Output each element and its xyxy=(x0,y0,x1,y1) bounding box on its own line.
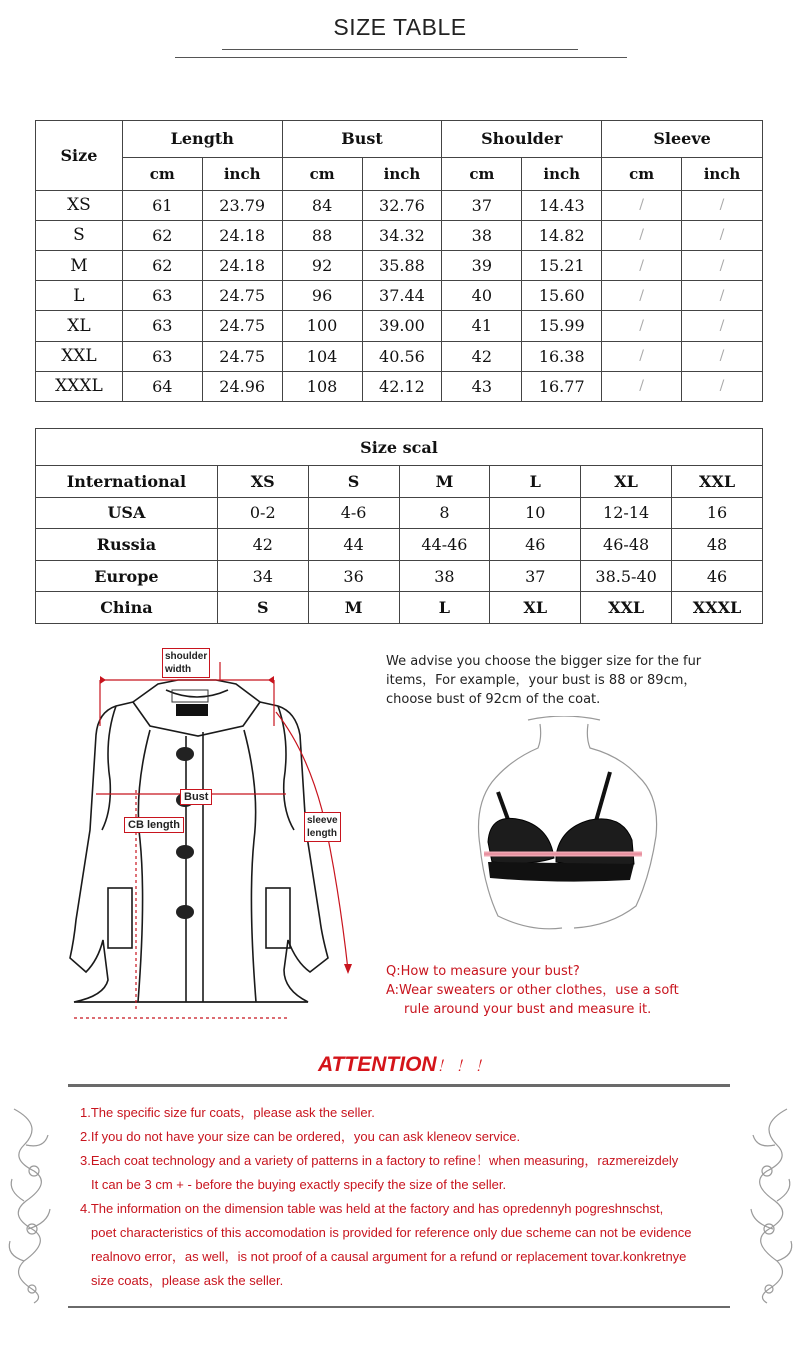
scale-cell: 44-46 xyxy=(399,529,490,561)
measure-cell: 61 xyxy=(122,190,202,220)
size-cell: XXXL xyxy=(36,371,123,401)
coat-measure-diagram xyxy=(38,640,358,1025)
measure-cell: 108 xyxy=(282,371,362,401)
measure-cell: 23.79 xyxy=(202,190,282,220)
answer-text-2: rule around your bust and measure it. xyxy=(404,1002,652,1017)
measure-cell: 32.76 xyxy=(362,190,442,220)
measure-cell: 24.18 xyxy=(202,220,282,250)
measure-cell: / xyxy=(682,371,763,401)
size-table xyxy=(35,120,763,402)
length-header: Length xyxy=(122,121,282,158)
measure-cell: 84 xyxy=(282,190,362,220)
shoulder-width-label: shoulder width xyxy=(162,648,210,678)
scale-cell: XXL xyxy=(581,592,672,624)
measure-cell: / xyxy=(682,341,763,371)
attention-item-1: 1.The specific size fur coats，please ask the seller. xyxy=(80,1105,375,1120)
scale-cell: 4-6 xyxy=(308,497,399,529)
size-scale-title: Size scal xyxy=(36,429,763,466)
scale-cell: 16 xyxy=(672,497,763,529)
table-row xyxy=(36,250,763,280)
measure-cell: 88 xyxy=(282,220,362,250)
unit-inch: inch xyxy=(522,157,602,190)
measure-cell: 24.75 xyxy=(202,311,282,341)
attention-item-2: 2.If you do not have your size can be ordered，you can ask kleneov service. xyxy=(80,1129,521,1144)
scale-cell: XXXL xyxy=(672,592,763,624)
attention-title: ATTENTION！！！ xyxy=(318,1053,494,1076)
title-underline-long xyxy=(175,57,627,58)
attention-item-4-cont: size coats，please ask the seller. xyxy=(91,1273,284,1288)
region-label: Europe xyxy=(36,560,218,592)
measure-cell: 64 xyxy=(122,371,202,401)
measure-cell: 35.88 xyxy=(362,250,442,280)
measure-cell: 39 xyxy=(442,250,522,280)
scale-cell: XS xyxy=(217,466,308,498)
measure-cell: 15.60 xyxy=(522,281,602,311)
floral-ornament-right xyxy=(743,1105,797,1305)
measure-cell: 39.00 xyxy=(362,311,442,341)
unit-inch: inch xyxy=(202,157,282,190)
measure-cell: 14.82 xyxy=(522,220,602,250)
attention-item-3-cont: It can be 3 cm + - before the buying exactly specify the size of the seller. xyxy=(91,1177,507,1192)
scale-cell: M xyxy=(399,466,490,498)
size-scale-body xyxy=(36,466,763,624)
unit-cm: cm xyxy=(442,157,522,190)
measure-cell: 14.43 xyxy=(522,190,602,220)
scale-cell: 34 xyxy=(217,560,308,592)
bust-measure-illustration xyxy=(470,716,670,946)
title-underline xyxy=(222,49,578,50)
measure-cell: 16.38 xyxy=(522,341,602,371)
measure-cell: / xyxy=(682,190,763,220)
scale-cell: XL xyxy=(490,592,581,624)
attention-item-3: 3.Each coat technology and a variety of patterns in a factory to refine！when measuring，razmereizdely xyxy=(80,1153,679,1168)
measure-cell: 96 xyxy=(282,281,362,311)
advice-text: We advise you choose the bigger size for the fur items，For example，your bust is 88 or 89cm， choose bust of 92cm of the coat. xyxy=(386,654,702,707)
measure-cell: 37.44 xyxy=(362,281,442,311)
scale-cell: 46 xyxy=(490,529,581,561)
measure-cell: / xyxy=(602,371,682,401)
table-row xyxy=(36,311,763,341)
measure-cell: / xyxy=(682,220,763,250)
scale-cell: 46-48 xyxy=(581,529,672,561)
measure-cell: 24.18 xyxy=(202,250,282,280)
measure-cell: 40 xyxy=(442,281,522,311)
shoulder-header: Shoulder xyxy=(442,121,602,158)
unit-inch: inch xyxy=(682,157,763,190)
scale-cell: M xyxy=(308,592,399,624)
measure-cell: 63 xyxy=(122,311,202,341)
scale-cell: 38.5-40 xyxy=(581,560,672,592)
mannequin-bra-illustration xyxy=(470,716,670,946)
measure-cell: 16.77 xyxy=(522,371,602,401)
unit-cm: cm xyxy=(282,157,362,190)
table-row xyxy=(36,529,763,561)
attention-divider-bottom xyxy=(68,1306,730,1308)
measure-cell: / xyxy=(682,281,763,311)
measure-cell: 62 xyxy=(122,220,202,250)
question-text: Q:How to measure your bust? xyxy=(386,964,580,979)
measure-cell: / xyxy=(602,311,682,341)
page-title: SIZE TABLE xyxy=(333,14,467,40)
region-label: Russia xyxy=(36,529,218,561)
scale-cell: 12-14 xyxy=(581,497,672,529)
attention-divider-top xyxy=(68,1084,730,1087)
scale-cell: L xyxy=(399,592,490,624)
measure-cell: 104 xyxy=(282,341,362,371)
scale-cell: S xyxy=(308,466,399,498)
table-row xyxy=(36,466,763,498)
measure-cell: / xyxy=(602,190,682,220)
table-row xyxy=(36,371,763,401)
cb-length-label: CB length xyxy=(124,817,184,833)
region-label: China xyxy=(36,592,218,624)
measure-cell: 37 xyxy=(442,190,522,220)
measure-cell: 24.75 xyxy=(202,281,282,311)
size-cell: L xyxy=(36,281,123,311)
scale-cell: L xyxy=(490,466,581,498)
unit-cm: cm xyxy=(602,157,682,190)
region-label: International xyxy=(36,466,218,498)
measure-cell: 92 xyxy=(282,250,362,280)
bust-label: Bust xyxy=(180,789,212,805)
table-row xyxy=(36,281,763,311)
measure-cell: 41 xyxy=(442,311,522,341)
measure-cell: 24.75 xyxy=(202,341,282,371)
unit-cm: cm xyxy=(122,157,202,190)
scale-cell: S xyxy=(217,592,308,624)
scale-cell: XL xyxy=(581,466,672,498)
scale-cell: 36 xyxy=(308,560,399,592)
ornament-icon xyxy=(743,1105,797,1305)
measure-cell: / xyxy=(602,281,682,311)
scale-cell: 38 xyxy=(399,560,490,592)
scale-cell: XXL xyxy=(672,466,763,498)
unit-inch: inch xyxy=(362,157,442,190)
coat-buttons xyxy=(176,747,194,919)
measure-cell: / xyxy=(682,311,763,341)
sleeve-header: Sleeve xyxy=(602,121,763,158)
table-row xyxy=(36,497,763,529)
scale-cell: 8 xyxy=(399,497,490,529)
bust-measure-qa xyxy=(386,962,776,1019)
measure-cell: 43 xyxy=(442,371,522,401)
sleeve-length-label: sleeve length xyxy=(304,812,341,842)
measure-cell: / xyxy=(602,341,682,371)
scale-cell: 46 xyxy=(672,560,763,592)
measure-cell: 42 xyxy=(442,341,522,371)
size-cell: XS xyxy=(36,190,123,220)
measure-cell: 15.21 xyxy=(522,250,602,280)
region-label: USA xyxy=(36,497,218,529)
attention-item-4-cont: poet characteristics of this accomodation is provided for reference only due scheme can not be evidence xyxy=(91,1225,692,1240)
measure-cell: 40.56 xyxy=(362,341,442,371)
size-cell: M xyxy=(36,250,123,280)
scale-cell: 42 xyxy=(217,529,308,561)
bust-header: Bust xyxy=(282,121,442,158)
size-table-body xyxy=(36,190,763,401)
scale-cell: 37 xyxy=(490,560,581,592)
measure-cell: 38 xyxy=(442,220,522,250)
scale-cell: 48 xyxy=(672,529,763,561)
measure-cell: 62 xyxy=(122,250,202,280)
table-row xyxy=(36,220,763,250)
size-cell: XXL xyxy=(36,341,123,371)
scale-cell: 10 xyxy=(490,497,581,529)
floral-ornament-left xyxy=(4,1105,58,1305)
size-header: Size xyxy=(36,121,123,191)
measure-cell: 34.32 xyxy=(362,220,442,250)
measure-cell: 100 xyxy=(282,311,362,341)
size-scale-table xyxy=(35,428,763,624)
measure-cell: 15.99 xyxy=(522,311,602,341)
size-cell: S xyxy=(36,220,123,250)
scale-cell: 0-2 xyxy=(217,497,308,529)
measure-cell: 63 xyxy=(122,281,202,311)
table-row xyxy=(36,592,763,624)
table-row xyxy=(36,190,763,220)
measure-cell: 42.12 xyxy=(362,371,442,401)
measure-cell: / xyxy=(602,220,682,250)
table-row xyxy=(36,560,763,592)
size-cell: XL xyxy=(36,311,123,341)
table-row xyxy=(36,341,763,371)
answer-text-1: A:Wear sweaters or other clothes，use a soft xyxy=(386,983,679,998)
measure-cell: / xyxy=(602,250,682,280)
measure-cell: 63 xyxy=(122,341,202,371)
measure-cell: / xyxy=(682,250,763,280)
measure-cell: 24.96 xyxy=(202,371,282,401)
attention-item-4-cont: realnovo error，as well，is not proof of a causal argument for a refund or replacement tovar.konkretnye xyxy=(91,1249,687,1264)
collar-label-icon xyxy=(176,704,208,716)
scale-cell: 44 xyxy=(308,529,399,561)
attention-list xyxy=(80,1101,730,1293)
attention-item-4: 4.The information on the dimension table was held at the factory and has opredennyh pogreshnschst, xyxy=(80,1201,664,1216)
ornament-icon xyxy=(4,1105,58,1305)
